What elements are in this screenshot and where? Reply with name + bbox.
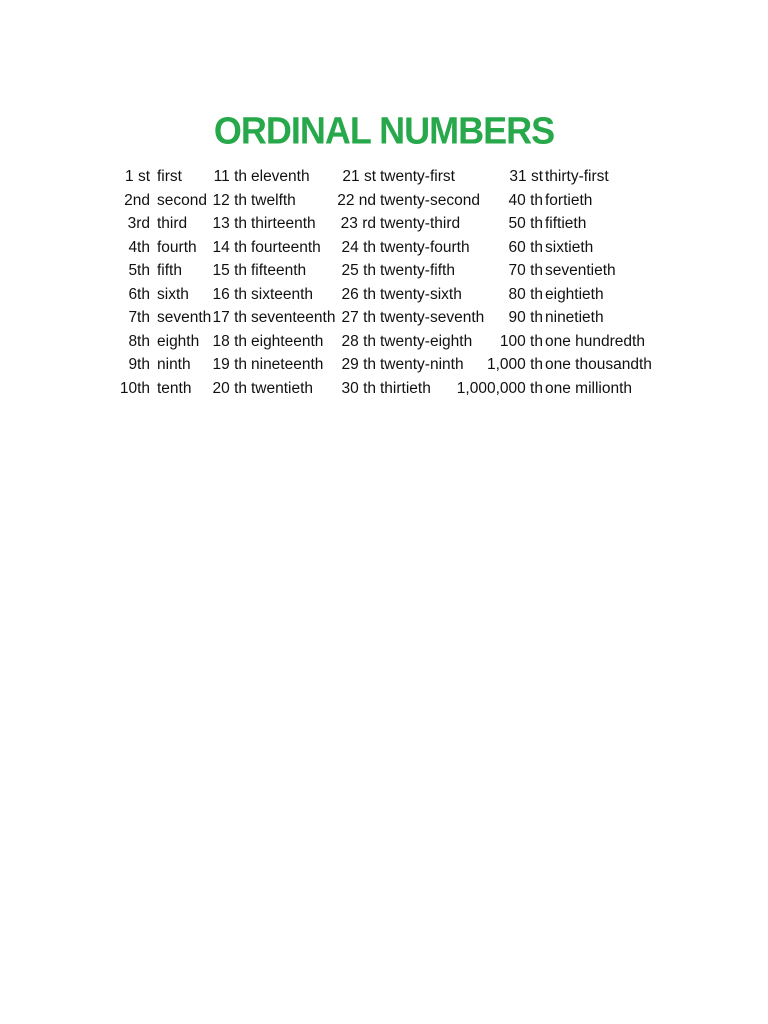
ordinal-word: eleventh xyxy=(251,168,310,185)
ordinal-word: eightieth xyxy=(545,285,604,303)
ordinal-word: sixth xyxy=(157,285,189,303)
ordinal-word: second xyxy=(157,191,207,209)
ordinal-word: eighth xyxy=(157,332,200,350)
ordinal-number: 16 th xyxy=(212,285,247,303)
ordinal-number: 18 th xyxy=(212,332,247,350)
ordinal-number: 3rd xyxy=(127,215,150,232)
ordinal-word: fourteenth xyxy=(251,238,321,256)
ordinal-word: fourth xyxy=(157,238,197,256)
ordinal-number: 1,000,000 th xyxy=(456,379,543,397)
ordinal-word: seventeenth xyxy=(251,309,336,326)
ordinal-word: tenth xyxy=(157,379,192,397)
ordinal-word: one thousandth xyxy=(545,356,652,373)
ordinal-word: first xyxy=(157,168,182,185)
ordinal-number: 24 th xyxy=(341,238,376,256)
ordinal-word: twelfth xyxy=(251,191,296,209)
ordinal-number: 13 th xyxy=(212,215,247,232)
ordinal-number: 15 th xyxy=(212,262,247,279)
ordinal-number: 17 th xyxy=(212,309,247,326)
ordinal-number: 40 th xyxy=(508,191,543,209)
ordinal-number: 26 th xyxy=(341,285,376,303)
ordinal-number: 25 th xyxy=(341,262,376,279)
ordinal-number: 21 st xyxy=(342,168,376,185)
ordinal-number: 5th xyxy=(128,262,150,279)
ordinal-word: twenty-eighth xyxy=(380,332,473,350)
ordinal-word: sixteenth xyxy=(251,285,314,303)
ordinal-number: 29 th xyxy=(341,356,376,373)
ordinal-number: 1,000 th xyxy=(486,356,543,373)
ordinal-number: 23 rd xyxy=(340,215,376,232)
ordinal-number: 12 th xyxy=(212,191,247,209)
ordinal-number: 28 th xyxy=(341,332,376,350)
ordinal-number: 22 nd xyxy=(337,191,376,209)
ordinal-word: twentieth xyxy=(251,379,314,397)
ordinal-word: twenty-third xyxy=(380,215,461,232)
ordinal-word: fifth xyxy=(157,262,182,279)
ordinal-number: 30 th xyxy=(341,379,376,397)
ordinal-word: fiftieth xyxy=(545,215,587,232)
ordinal-word: one millionth xyxy=(545,379,633,397)
ordinal-number: 7th xyxy=(128,309,150,326)
ordinal-number: 100 th xyxy=(499,332,543,350)
ordinal-word: thirty-first xyxy=(545,168,609,185)
ordinal-word: ninth xyxy=(157,356,191,373)
ordinal-word: twenty-second xyxy=(380,191,480,209)
ordinal-number: 20 th xyxy=(212,379,247,397)
ordinal-word: nineteenth xyxy=(251,356,324,373)
ordinal-word: twenty-ninth xyxy=(380,356,464,373)
ordinal-number: 6th xyxy=(128,285,150,303)
ordinal-word: thirtieth xyxy=(380,379,431,397)
page-title: ORDINAL NUMBERS xyxy=(213,108,555,152)
ordinal-number: 31 st xyxy=(509,168,543,185)
ordinal-word: twenty-fifth xyxy=(380,262,455,279)
ordinal-word: twenty-first xyxy=(380,168,455,185)
ordinal-number: 60 th xyxy=(508,238,543,256)
ordinal-number: 9th xyxy=(128,356,150,373)
ordinal-word: sixtieth xyxy=(545,238,594,256)
ordinal-number: 19 th xyxy=(212,356,247,373)
ordinal-number: 4th xyxy=(128,238,150,256)
ordinal-word: fifteenth xyxy=(251,262,307,279)
ordinal-number: 1 st xyxy=(125,168,150,185)
ordinal-word: one hundredth xyxy=(545,332,645,350)
ordinal-number: 14 th xyxy=(212,238,247,256)
ordinal-number: 50 th xyxy=(508,215,543,232)
ordinal-number: 90 th xyxy=(508,309,543,326)
ordinal-word: ninetieth xyxy=(545,309,604,326)
ordinal-word: fortieth xyxy=(545,191,593,209)
ordinal-number: 70 th xyxy=(508,262,543,279)
ordinal-word: third xyxy=(157,215,188,232)
ordinal-number: 80 th xyxy=(508,285,543,303)
ordinal-word: seventieth xyxy=(545,262,616,279)
ordinal-word: twenty-seventh xyxy=(380,309,485,326)
ordinal-number: 27 th xyxy=(341,309,376,326)
ordinal-number: 11 th xyxy=(213,168,247,185)
ordinal-word: eighteenth xyxy=(251,332,324,350)
ordinal-number: 2nd xyxy=(124,191,150,209)
ordinal-word: twenty-fourth xyxy=(380,238,470,256)
ordinal-number: 10th xyxy=(119,379,150,397)
ordinal-word: twenty-sixth xyxy=(380,285,462,303)
ordinal-word: seventh xyxy=(157,309,212,326)
ordinal-word: thirteenth xyxy=(251,215,316,232)
ordinal-number: 8th xyxy=(128,332,150,350)
